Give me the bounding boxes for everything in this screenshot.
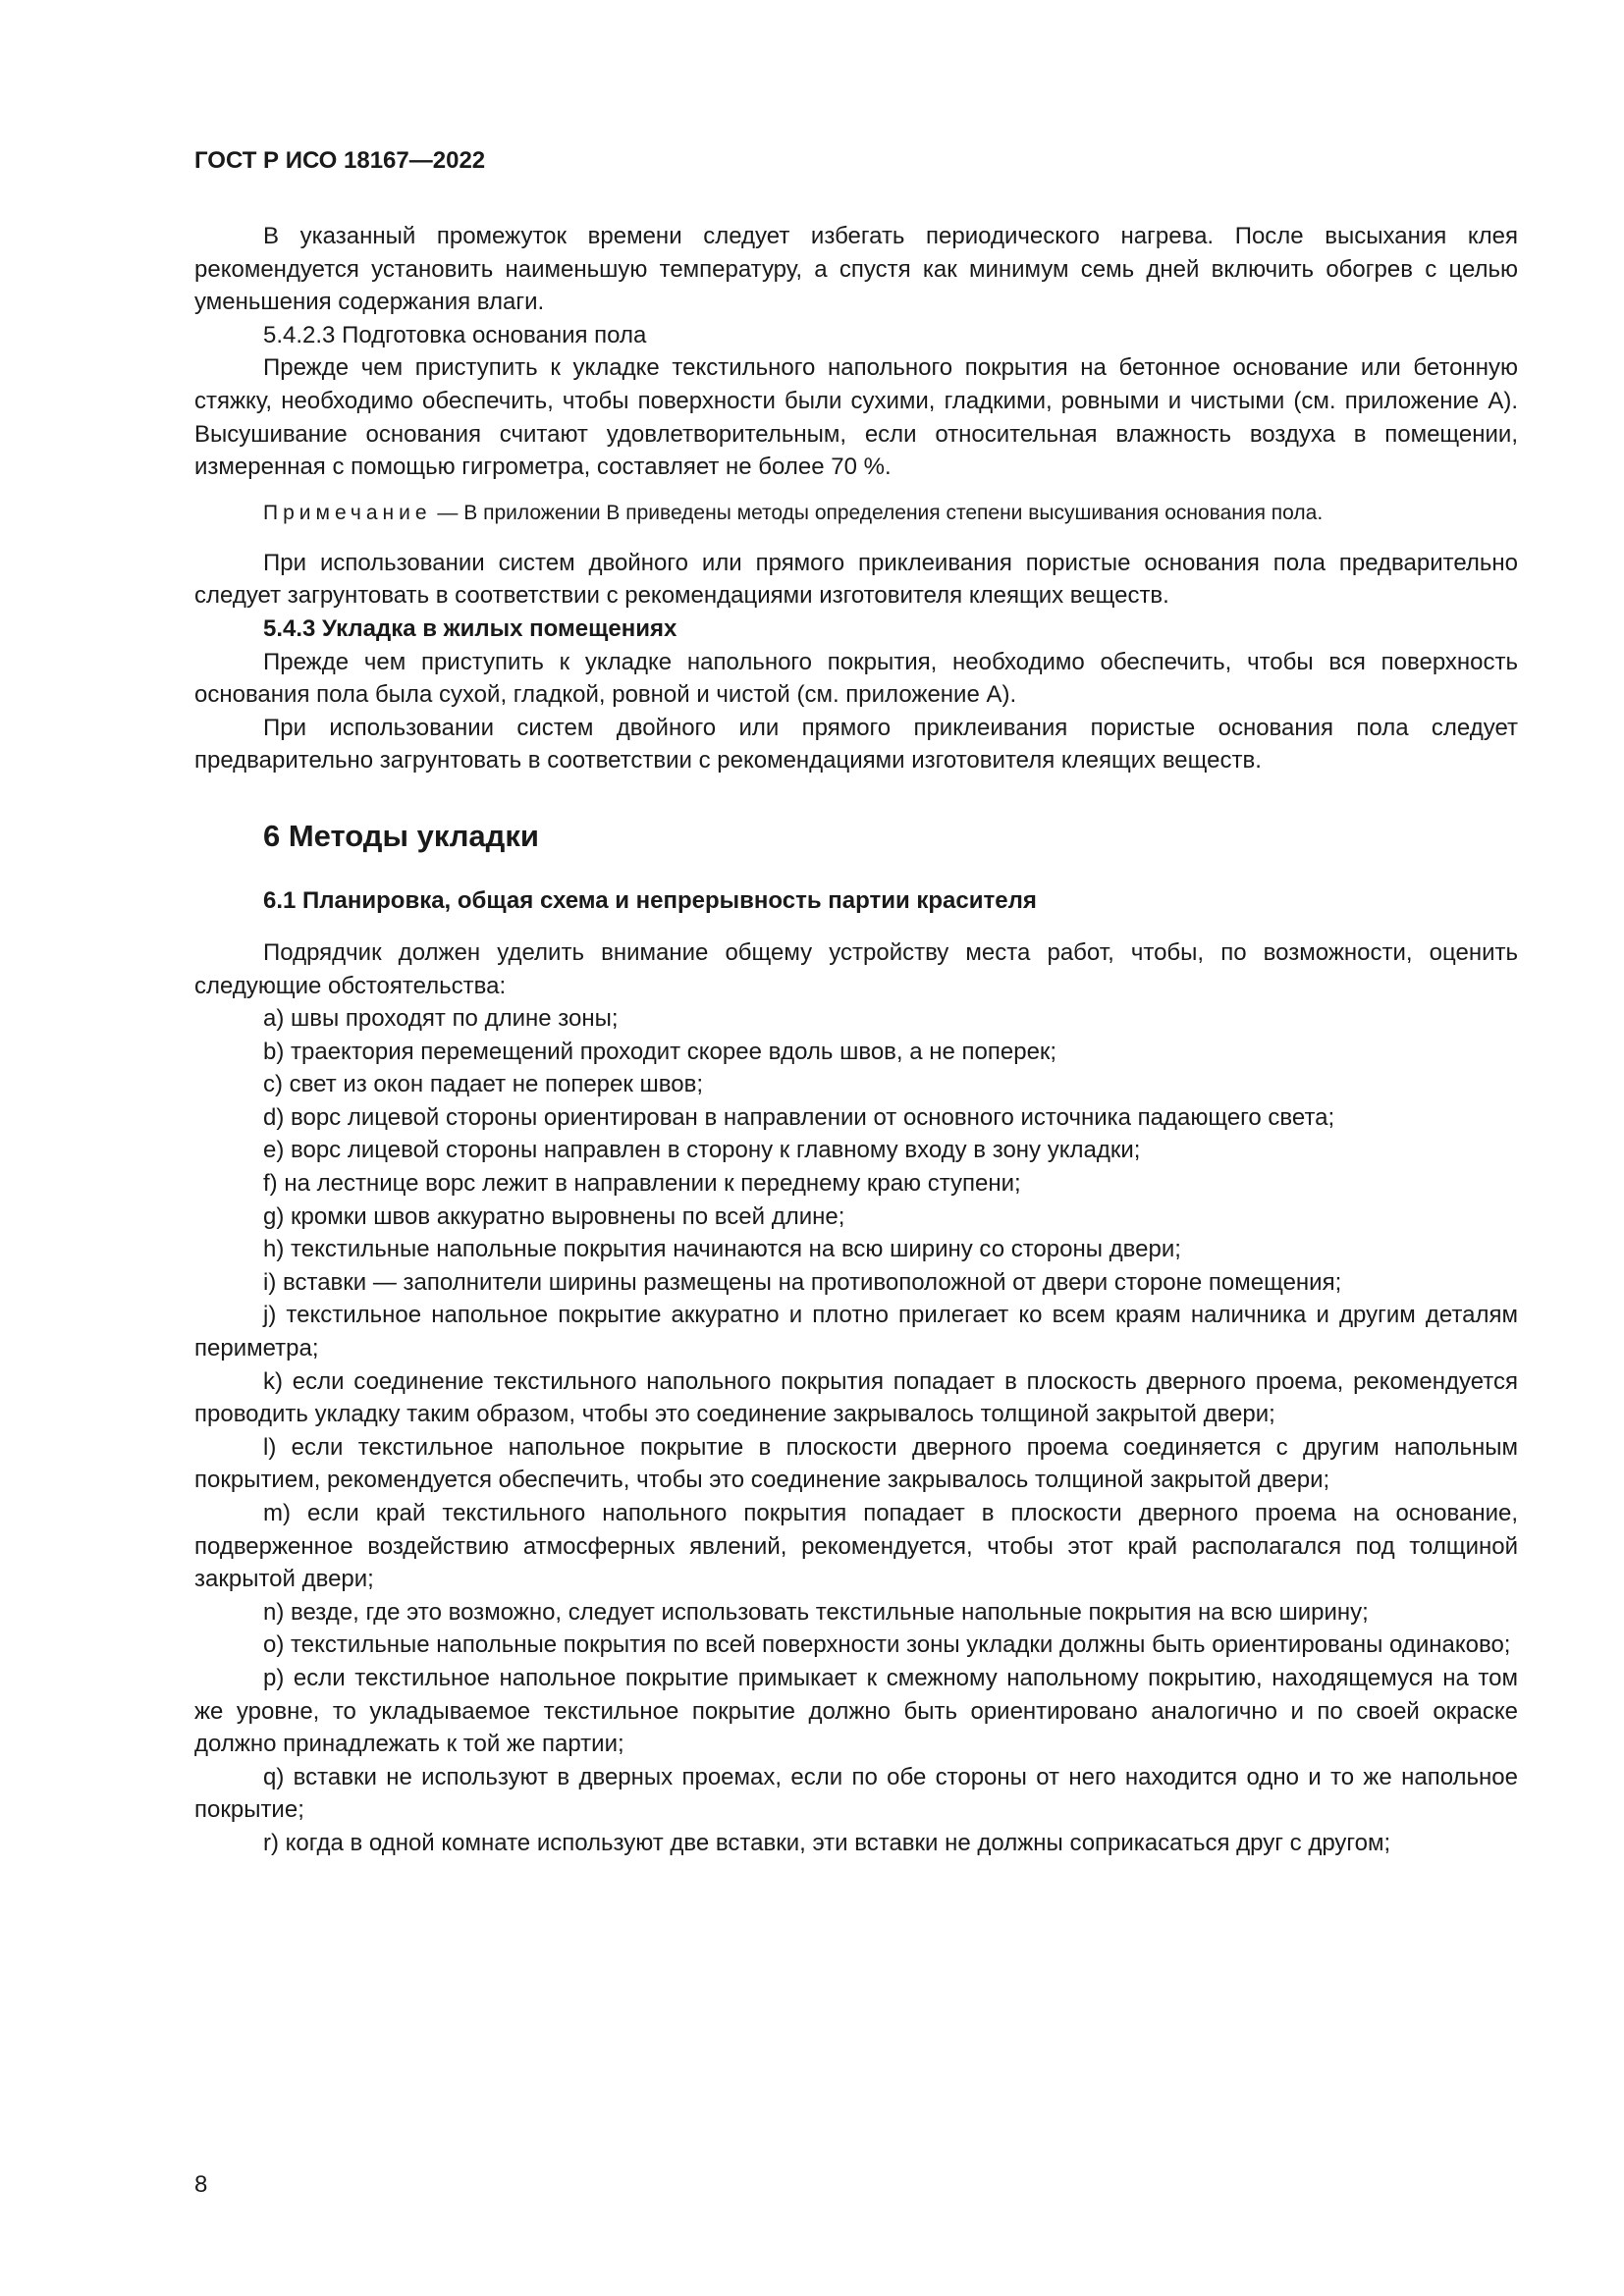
paragraph: Подрядчик должен уделить внимание общему устройству места работ, чтобы, по возможности, оценить следующие обстоятельства: [194, 938, 1518, 999]
list-item: j) текстильное напольное покрытие аккуратно и плотно прилегает ко всем краям наличника и другим деталям периметра; [194, 1302, 1518, 1362]
list-item: o) текстильные напольные покрытия по всей поверхности зоны укладки должны быть ориентированы одинаково; [263, 1631, 1511, 1659]
list-item: c) свет из окон падает не поперек швов; [263, 1071, 704, 1098]
list-item: h) текстильные напольные покрытия начинаются на всю ширину со стороны двери; [263, 1236, 1181, 1263]
paragraph: Прежде чем приступить к укладке текстильного напольного покрытия на бетонное основание или бетонную стяжку, необходимо обеспечить, чтобы поверхности были сухими, гладкими, ровными и чистыми (см. приложение А). Высушивание основания считают удовлетворительным, если относительная влажность воздуха в помещении, измеренная с помощью гигрометра, составляет не более 70 %. [194, 354, 1518, 481]
section-6-heading: 6 Методы укладки [263, 818, 539, 853]
list-item: m) если край текстильного напольного покрытия попадает в плоскости дверного проема на основание, подверженное воздействию атмосферных явлений, рекомендуется, чтобы этот край располагался под толщиной закрытой двери; [194, 1500, 1518, 1593]
list-item: b) траектория перемещений проходит скорее вдоль швов, а не поперек; [263, 1038, 1057, 1065]
list-item: i) вставки — заполнители ширины размещены на противоположной от двери стороне помещения; [263, 1268, 1342, 1296]
list-item: p) если текстильное напольное покрытие примыкает к смежному напольному покрытию, находящемуся на том же уровне, то укладываемое текстильное покрытие должно быть ориентировано аналогично и по своей окраске должно принадлежать к той же партии; [194, 1664, 1518, 1758]
note-text: — В приложении В приведены методы определения степени высушивания основания пола. [431, 501, 1324, 524]
list-item: g) кромки швов аккуратно выровнены по всей длине; [263, 1202, 845, 1230]
list-item: d) ворс лицевой стороны ориентирован в направлении от основного источника падающего света; [263, 1103, 1335, 1131]
subsection-5-4-2-3: 5.4.2.3 Подготовка основания пола [263, 321, 647, 348]
document-page [194, 147, 1518, 1860]
paragraph: При использовании систем двойного или прямого приклеивания пористые основания пола предварительно следует загрунтовать в соответствии с рекомендациями изготовителя клеящих веществ. [194, 549, 1518, 610]
subsection-5-4-3: 5.4.3 Укладка в жилых помещениях [263, 614, 677, 642]
document-header: ГОСТ Р ИСО 18167—2022 [194, 147, 486, 174]
list-item: r) когда в одной комнате используют две вставки, эти вставки не должны соприкасаться друг с другом; [263, 1829, 1391, 1856]
note [194, 498, 1518, 529]
paragraph: При использовании систем двойного или прямого приклеивания пористые основания пола следует предварительно загрунтовать в соответствии с рекомендациями изготовителя клеящих веществ. [194, 714, 1518, 774]
list-item: q) вставки не используют в дверных проемах, если по обе стороны от него находится одно и то же напольное покрытие; [194, 1763, 1518, 1824]
list-item: k) если соединение текстильного напольного покрытия попадает в плоскость дверного проема, рекомендуется проводить укладку таким образом, чтобы это соединение закрывалось толщиной закрытой двери; [194, 1367, 1518, 1428]
list-item: n) везде, где это возможно, следует использовать текстильные напольные покрытия на всю ширину; [263, 1598, 1369, 1626]
page-number: 8 [194, 2171, 208, 2198]
list-item: e) ворс лицевой стороны направлен в сторону к главному входу в зону укладки; [263, 1137, 1141, 1164]
note-label: Примечание [263, 501, 432, 524]
section-6-1-heading: 6.1 Планировка, общая схема и непрерывность партии красителя [263, 886, 1037, 914]
list-item: l) если текстильное напольное покрытие в плоскости дверного проема соединяется с другим напольным покрытием, рекомендуется обеспечить, чтобы это соединение закрывалось толщиной закрытой двери; [194, 1433, 1518, 1494]
requirements-list [194, 1002, 1518, 1859]
paragraph: В указанный промежуток времени следует избегать периодического нагрева. После высыхания клея рекомендуется установить наименьшую температуру, а спустя как минимум семь дней включить обогрев с целью уменьшения содержания влаги. [194, 223, 1518, 316]
paragraph: Прежде чем приступить к укладке напольного покрытия, необходимо обеспечить, чтобы вся поверхность основания пола была сухой, гладкой, ровной и чистой (см. приложение А). [194, 648, 1518, 709]
list-item: a) швы проходят по длине зоны; [263, 1005, 619, 1033]
list-item: f) на лестнице ворс лежит в направлении к переднему краю ступени; [263, 1170, 1021, 1198]
